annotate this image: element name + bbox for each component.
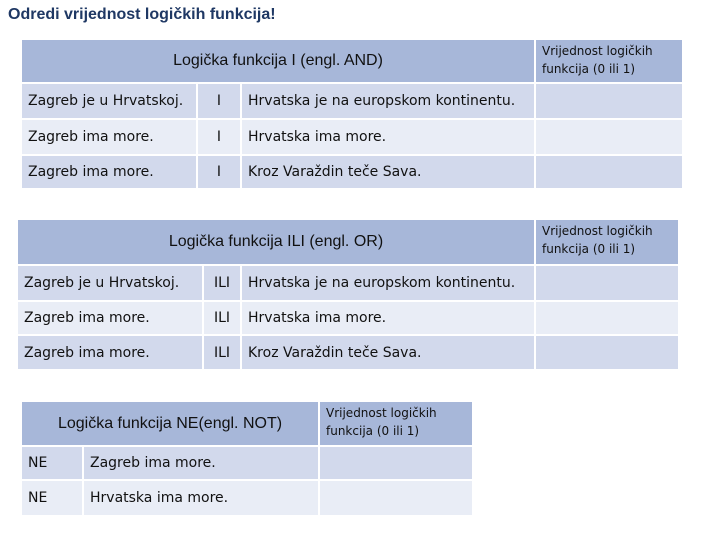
not-row-1-op: NE [22, 447, 82, 479]
and-table-header: Logička funkcija I (engl. AND) [22, 40, 534, 82]
or-row-1-right: Hrvatska je na europskom kontinentu. [242, 266, 534, 300]
and-row-1-value-cell[interactable] [536, 84, 682, 118]
or-row-1-value-cell[interactable] [536, 266, 678, 300]
or-row-3-right: Kroz Varaždin teče Sava. [242, 336, 534, 369]
not-row-1-statement: Zagreb ima more. [84, 447, 318, 479]
and-row-2-right: Hrvatska ima more. [242, 120, 534, 154]
page-title: Odredi vrijednost logičkih funkcija! [8, 6, 276, 23]
or-row-3-left: Zagreb ima more. [18, 336, 202, 369]
or-row-2-right: Hrvatska ima more. [242, 302, 534, 334]
and-row-2-left: Zagreb ima more. [22, 120, 196, 154]
or-value-header: Vrijednost logičkih funkcija (0 ili 1) [536, 220, 678, 264]
or-row-3-op: ILI [204, 336, 240, 369]
and-row-3-right: Kroz Varaždin teče Sava. [242, 156, 534, 188]
or-row-2-op: ILI [204, 302, 240, 334]
not-row-2-statement: Hrvatska ima more. [84, 481, 318, 515]
and-row-1-op: I [198, 84, 240, 118]
and-row-2-op: I [198, 120, 240, 154]
or-row-1-left: Zagreb je u Hrvatskoj. [18, 266, 202, 300]
or-row-3-value-cell[interactable] [536, 336, 678, 369]
or-row-2-value-cell[interactable] [536, 302, 678, 334]
and-row-2-value-cell[interactable] [536, 120, 682, 154]
and-row-3-value-cell[interactable] [536, 156, 682, 188]
or-table-header: Logička funkcija ILI (engl. OR) [18, 220, 534, 264]
not-row-2-value-cell[interactable] [320, 481, 472, 515]
or-row-2-left: Zagreb ima more. [18, 302, 202, 334]
not-value-header: Vrijednost logičkih funkcija (0 ili 1) [320, 402, 472, 445]
and-row-1-right: Hrvatska je na europskom kontinentu. [242, 84, 534, 118]
not-row-1-value-cell[interactable] [320, 447, 472, 479]
or-row-1-op: ILI [204, 266, 240, 300]
and-row-1-left: Zagreb je u Hrvatskoj. [22, 84, 196, 118]
and-value-header: Vrijednost logičkih funkcija (0 ili 1) [536, 40, 682, 82]
not-row-2-op: NE [22, 481, 82, 515]
and-row-3-left: Zagreb ima more. [22, 156, 196, 188]
and-row-3-op: I [198, 156, 240, 188]
not-table-header: Logička funkcija NE(engl. NOT) [22, 402, 318, 445]
